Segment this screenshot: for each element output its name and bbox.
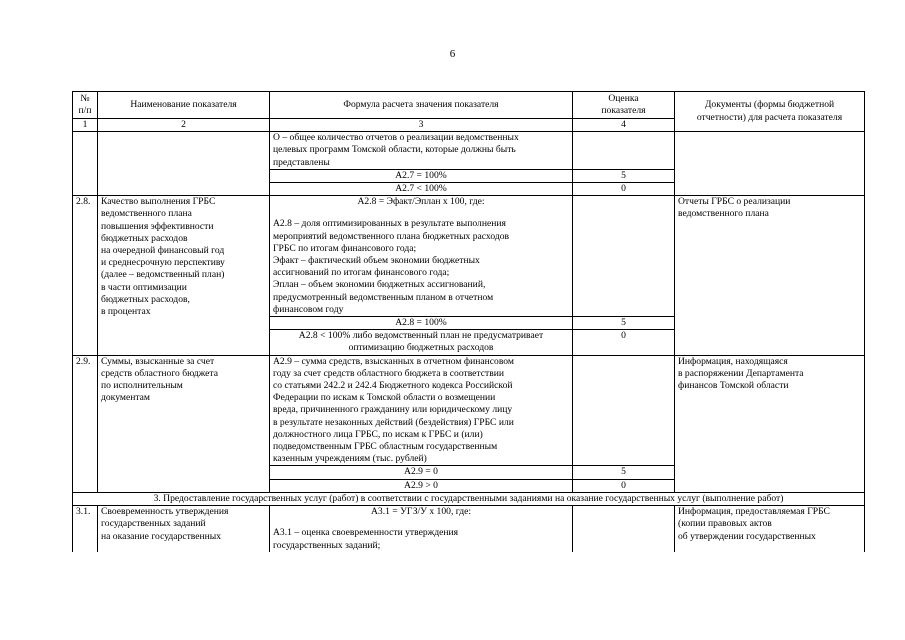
row-number: 3.1. — [73, 506, 98, 552]
header-num: № п/п — [73, 92, 98, 119]
table-header-row — [73, 92, 865, 119]
condition: А2.8 < 100% либо ведомственный план не предусматривает оптимизацию бюджетных расходов — [270, 330, 573, 355]
indicator-name: Суммы, взысканные за счет средств областного бюджета по исполнительным документам — [98, 355, 270, 492]
condition: А2.7 < 100% — [270, 183, 573, 196]
condition: А2.8 = 100% — [270, 317, 573, 330]
colnum-2: 2 — [98, 119, 270, 132]
header-score: Оценка показателя — [573, 92, 675, 119]
docs-cell: Отчеты ГРБС о реализации ведомственного плана — [675, 196, 865, 355]
table-row-2-7-cont — [73, 132, 865, 170]
score: 0 — [573, 183, 675, 196]
colnum-1: 1 — [73, 119, 98, 132]
condition: А2.7 = 100% — [270, 169, 573, 182]
score: 5 — [573, 317, 675, 330]
colnum-4: 4 — [573, 119, 675, 132]
indicators-table — [72, 91, 865, 552]
header-name: Наименование показателя — [98, 92, 270, 119]
formula-text: А2.9 – сумма средств, взысканных в отчетном финансовом году за счет средств областного бюджета в соответствии со статьями 242.2 и 242.4 Бюджетного кодекса Российской Федерации по искам к Томской области о возмещении вреда, причиненного гражданину или юридическому лицу в результате незаконных действий (бездействия) ГРБС или должностного лица ГРБС, по искам к ГРБС и (или) подведомственным ГРБС областным государственным казенным учреждениям (тыс. рублей) — [270, 355, 573, 466]
section-3-row — [73, 492, 865, 505]
docs-cell: Информация, находящаяся в распоряжении Департамента финансов Томской области — [675, 355, 865, 492]
docs-cell: Информация, предоставляемая ГРБС (копии правовых актов об утверждении государственных — [675, 506, 865, 552]
table-row-2-9 — [73, 355, 865, 466]
condition: А2.9 = 0 — [270, 466, 573, 479]
formula-text: А3.1 = УГЗ/У x 100, где: А3.1 – оценка своевременности утверждения государственных заданий; — [270, 506, 573, 552]
formula-text: А2.8 = Эфакт/Эплан x 100, где: А2.8 – доля оптимизированных в результате выполнения мероприятий ведомственного плана бюджетных расходов ГРБС по итогам финансового года; Эфакт – фактический объем экономии бюджетных ассигнований по итогам финансового года; Эплан – объем экономии бюджетных ассигнований, предусмотренный ведомственным планом в отчетном финансовом году — [270, 196, 573, 317]
score: 0 — [573, 479, 675, 492]
score: 0 — [573, 330, 675, 355]
formula-text: О – общее количество отчетов о реализации ведомственных целевых программ Томской области, которые должны быть представлены — [270, 132, 573, 170]
indicator-name: Своевременность утверждения государственных заданий на оказание государственных — [98, 506, 270, 552]
page-number: 6 — [449, 48, 456, 60]
header-docs: Документы (формы бюджетной отчетности) для расчета показателя — [675, 92, 865, 132]
row-number: 2.8. — [73, 196, 98, 355]
indicator-name: Качество выполнения ГРБС ведомственного плана повышения эффективности бюджетных расходов на очередной финансовый год и среднесрочную перспективу (далее – ведомственный план) в части оптимизации бюджетных расходов, в процентах — [98, 196, 270, 355]
table-row-2-8 — [73, 196, 865, 317]
table-row-3-1 — [73, 506, 865, 552]
section-heading: 3. Предоставление государственных услуг (работ) в соответствии с государственными заданиями на оказание государственных услуг (выполнение работ) — [73, 492, 865, 505]
header-formula: Формула расчета значения показателя — [270, 92, 573, 119]
row-number: 2.9. — [73, 355, 98, 492]
condition: А2.9 > 0 — [270, 479, 573, 492]
docs-cell — [675, 132, 865, 196]
score: 5 — [573, 169, 675, 182]
score: 5 — [573, 466, 675, 479]
colnum-3: 3 — [270, 119, 573, 132]
